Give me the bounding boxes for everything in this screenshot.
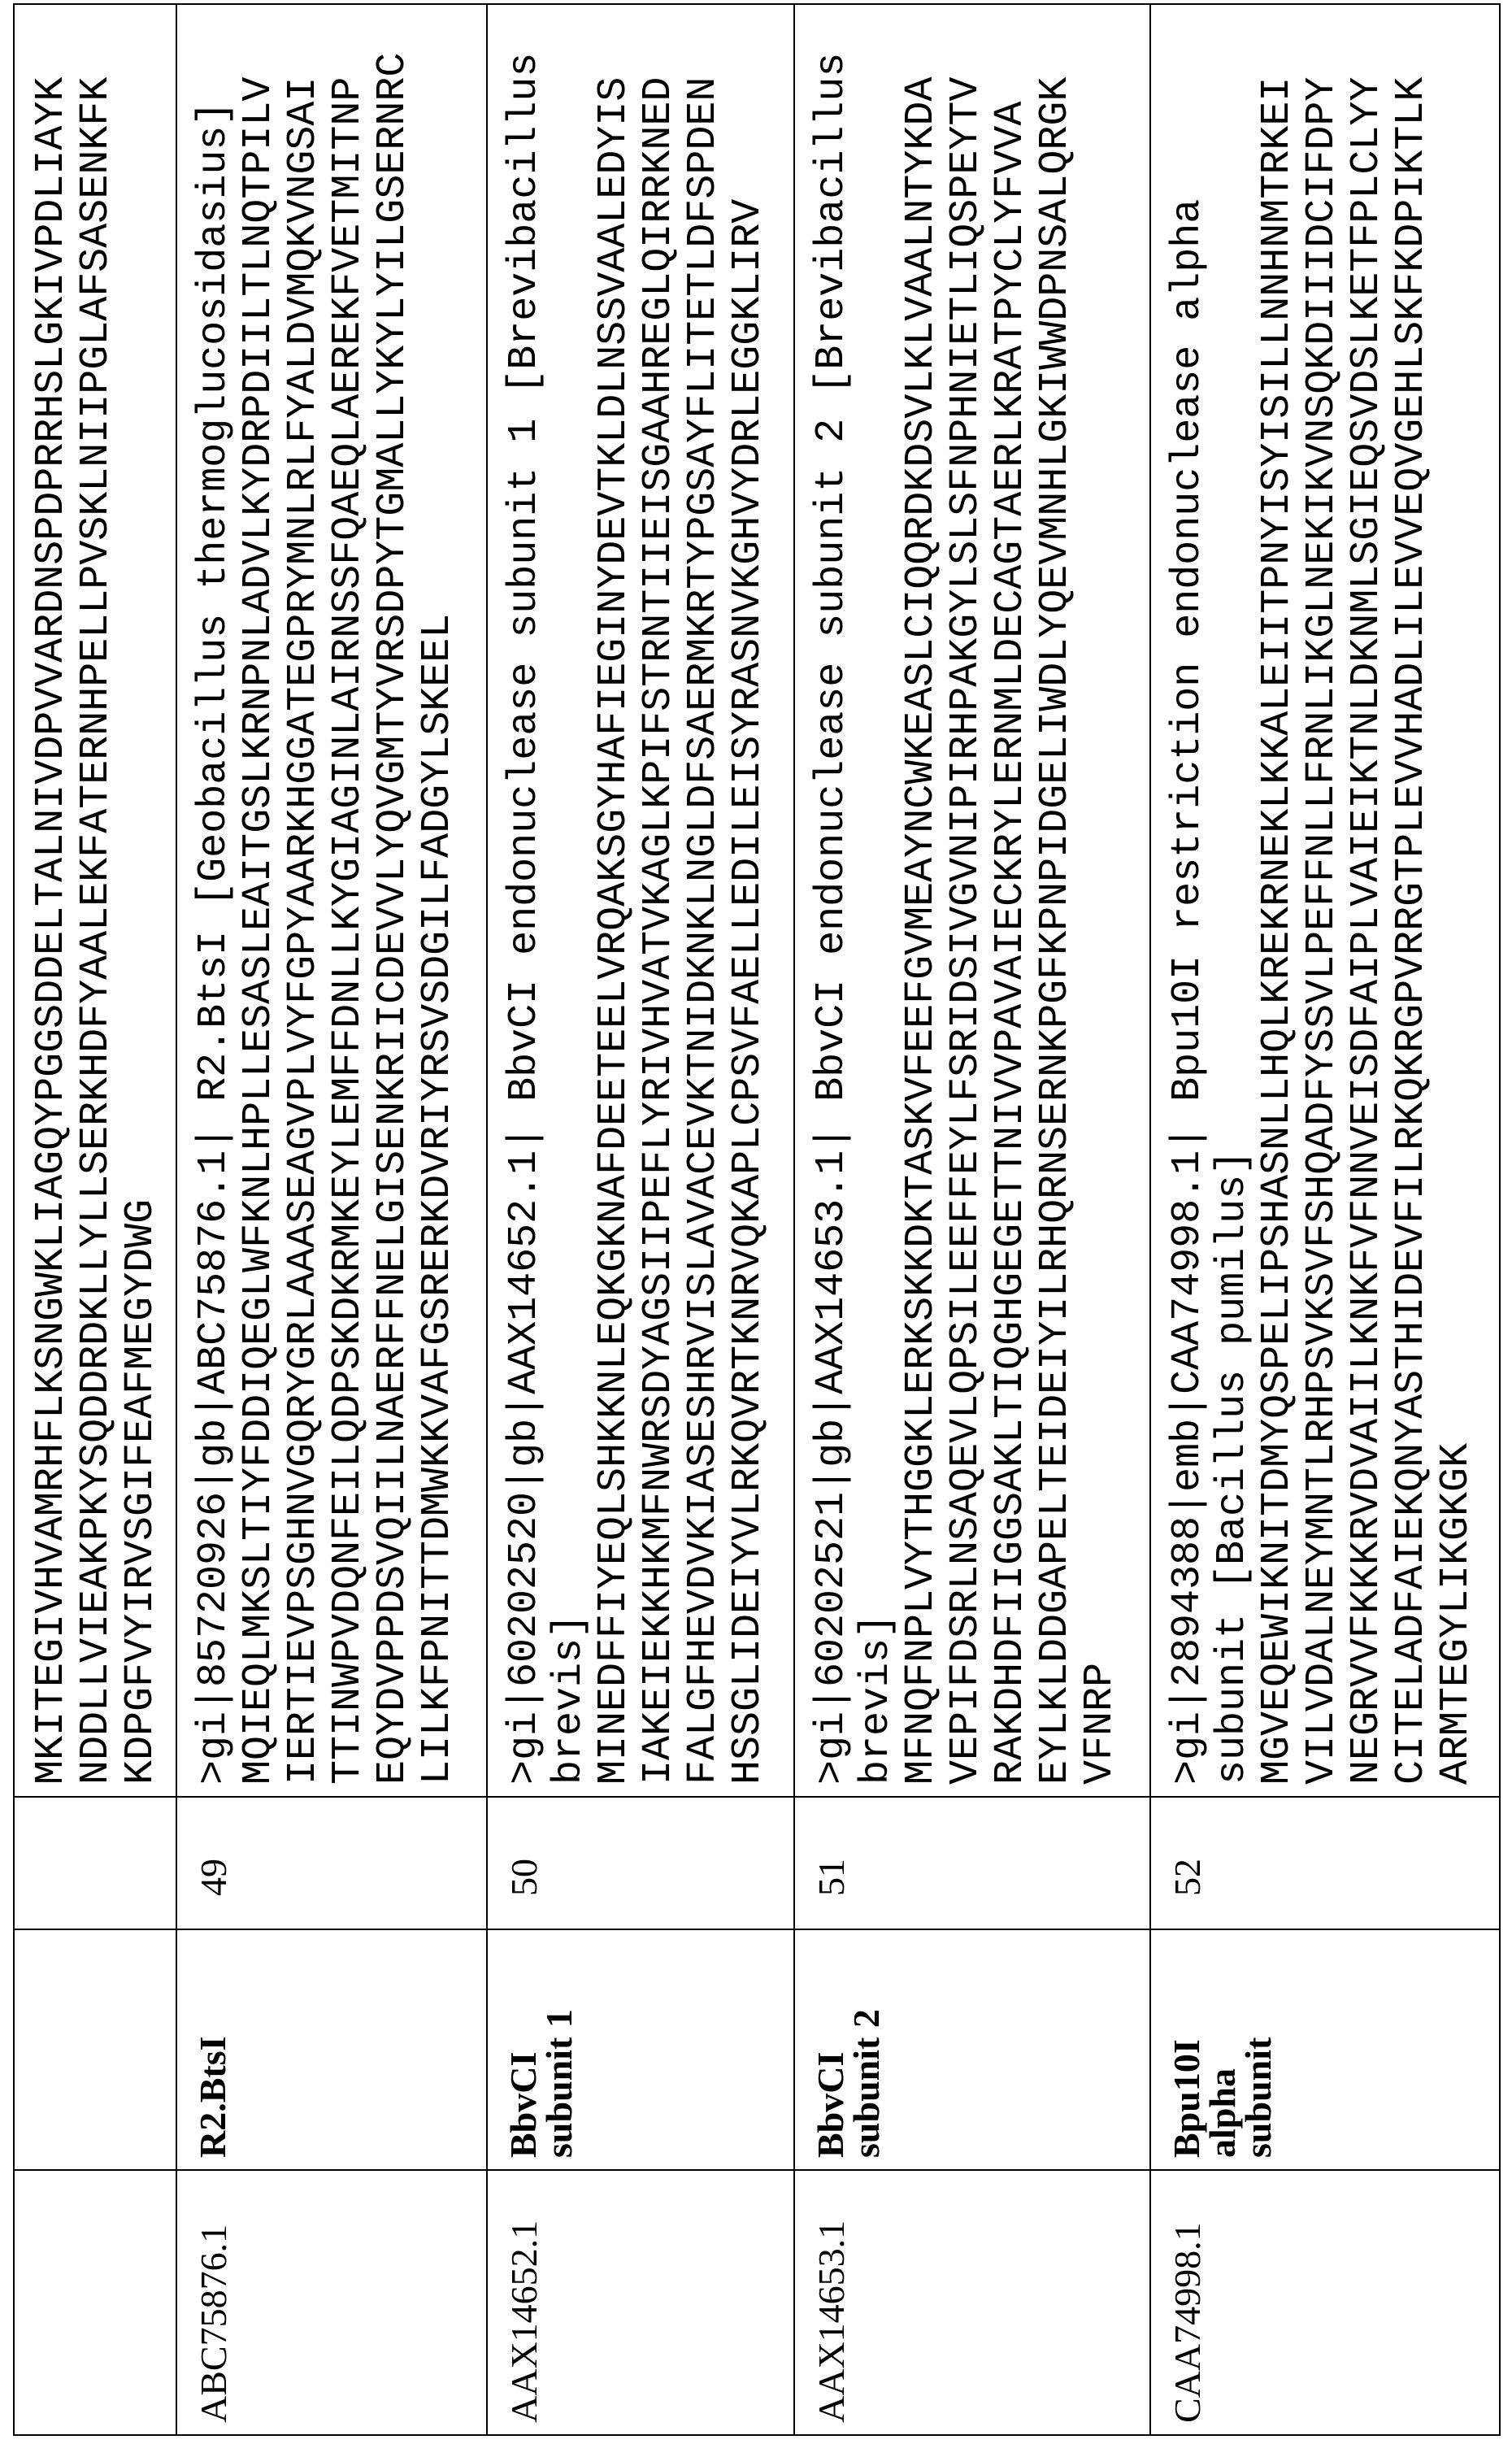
accession-cell (14, 2170, 176, 2435)
enzyme-name-cell (1150, 1929, 1500, 2170)
sequence-cell (1150, 4, 1500, 1797)
sequence-table-body (14, 4, 1500, 2435)
sequence-cell (14, 4, 176, 1797)
table-row (487, 4, 794, 2435)
enzyme-name-line: alpha (1205, 1930, 1240, 2158)
sequence-line: ARMTEGYLIKGKGK (1434, 5, 1479, 1785)
sequence-line: MGVEQEWIKNITDMYQSPELIPSHASNLLHQLKREKRNEKLKKALEIITPNYISYISILLNNHNMTRKEI (1255, 5, 1300, 1785)
sequence-line: brevis] (547, 5, 592, 1785)
accession-cell (176, 2170, 487, 2435)
seq-id-number: 50 (503, 1859, 545, 1896)
seq-id-cell (1150, 1797, 1500, 1929)
sequence-line: >gi|85720926|gb|ABC75876.1| R2.BtsI [Geobacillus thermoglucosidasius] (192, 5, 237, 1785)
seq-id-number: 49 (193, 1859, 234, 1896)
sequence-line: MQIEQLMKSLTIYFDDIQEGLWFKNLHPLLESASLEAITGSLKRNPNLADVLKYDRPDIILTLNQTPILV (237, 5, 281, 1785)
seq-id-cell (794, 1797, 1150, 1929)
accession-cell (794, 2170, 1150, 2435)
sequence-line: IAKEIEKKHKMFNWRSDYAGSIIPEFLYRIVHVATVKAGLKPIFSTRNTIIEISGAAHREGLQIRRKNED (637, 5, 681, 1785)
enzyme-name-cell (176, 1929, 487, 2170)
sequence-line: HSSGLIDEIYVLRKQVRTKNRVQKAPLCPSVFAELLEDILEISYRASNVKGHVYDRLEGGKLIRV (726, 5, 771, 1785)
accession-number: AAX14652.1 (503, 2220, 545, 2423)
accession-cell (1150, 2170, 1500, 2435)
sequence-table (13, 3, 1501, 2436)
sequence-line: VILVDALNEYMNTLRHPSVKSVFSHQADFYSSVLPEFFNLLFRNLIKGLNEKIKVNSQKDIIIDCIFDPY (1300, 5, 1345, 1785)
enzyme-name-line: BbvCI (813, 1930, 849, 2158)
sequence-cell (176, 4, 487, 1797)
sequence-line: brevis] (854, 5, 899, 1785)
sequence-line: VFNRP (1078, 5, 1123, 1785)
sequence-line: >gi|60202521|gb|AAX14653.1| BbvCI endonuclease subunit 2 [Brevibacillus (810, 5, 854, 1785)
enzyme-name-line: subunit (1240, 1930, 1276, 2158)
enzyme-name-cell (794, 1929, 1150, 2170)
seq-id-number: 51 (810, 1859, 852, 1896)
sequence-line: LILKFPNITTDMWKKVAFGSRERKDVRIYRSVSDGILFADGYLSKEEL (415, 5, 460, 1785)
enzyme-name-line: subunit 2 (849, 1930, 884, 2158)
enzyme-name-line: R2.BtsI (195, 1930, 231, 2158)
enzyme-name-line: BbvCI (506, 1930, 541, 2158)
accession-number: CAA74998.1 (1167, 2222, 1208, 2423)
table-row (794, 4, 1150, 2435)
seq-id-cell (14, 1797, 176, 1929)
table-row (14, 4, 176, 2435)
enzyme-name-cell (487, 1929, 794, 2170)
sequence-line: TTINWPVDQNFEILQDPSKDKRMKEYLEMFFDNLLKYGIAGINLAIRNSSFQAEQLAEREKFVETMITNP (326, 5, 371, 1785)
sequence-line: EYLKLDDGAPELTEIDEIYILRHQRNSERNKPGFKPNPIDGELIWDLYQEVMNHLGKIWWDPNSALQRGK (1033, 5, 1078, 1785)
seq-id-cell (487, 1797, 794, 1929)
sequence-line: CITELADFAIEKQNYASTHIDEVFILRKQKRGPVRRGTPLEVVHADLILEVVEQVGEHLSKFKDPIKTLK (1389, 5, 1434, 1785)
sequence-line: MINEDFFIYEQLSHKKNLEQKGKNAFDEETEELVRQAKSGYHAFIEGINYDEVTKLDLNSSVAALEDYIS (592, 5, 637, 1785)
enzyme-name-line: subunit 1 (541, 1930, 577, 2158)
sequence-line: KDPGFVYIRVSGIFEAFMEGYDWG (119, 5, 163, 1785)
sequence-line: NDDLLVIEAKPKYSQDDRDKLLYLLSERKHDFYAALEKFATERNHPELLPVSKLNIIPGLAFSASENKFK (74, 5, 119, 1785)
sequence-line: >gi|60202520|gb|AAX14652.1| BbvCI endonuclease subunit 1 [Brevibacillus (502, 5, 547, 1785)
sequence-line: MFNQFNPLVYTHGGKLERKSKKDKTASKVFEEFGVMEAYNCWKEASLCIQQRDKDSVLKLVAALNTYKDA (899, 5, 944, 1785)
sequence-line: VEPIFDSRLNSAQEVLQPSILEEFFEYLFSRIDSIVGVNIPIRHPAKGYLSLSFNPHNIETLIQSPEYTV (944, 5, 988, 1785)
sequence-cell (794, 4, 1150, 1797)
table-row (1150, 4, 1500, 2435)
sequence-line: EQYDVPPDSVQIILNAERFFNELGISENKRIICDEVVLYQVGMTYVRSDPYTGMALLYKYLYILGSERNRC (371, 5, 415, 1785)
sequence-line: >gi|2894388|emb|CAA74998.1| Bpu10I restriction endonuclease alpha (1166, 5, 1210, 1785)
sequence-line: FALGFHEVDVKIASESHRVISLAVACEVKTNIDKNKLNGLDFSAERMKRTYPGSAYFLITETLDFSPDEN (681, 5, 726, 1785)
sequence-line: MKITEGIVHVAMRHFLKSNGWKLIAGQYPGGSDDELTALNIVDPVVARDNSPDPRRHSLGKIVPDLIAYK (29, 5, 74, 1785)
accession-number: ABC75876.1 (193, 2224, 234, 2423)
sequence-line: RAKDHDFIIGGSAKLTIQGHGEGETTNIVVPAVAIECKRYLERNMLDECAGTAERLKRATPYCLYFVVA (988, 5, 1033, 1785)
sequence-line: subunit [Bacillus pumilus] (1210, 5, 1255, 1785)
sequence-cell (487, 4, 794, 1797)
sequence-line: IERTIEVPSGHNVGQRYGRLAAASEAGVPLVYFGPYAARKHGGATEGPRYMNLRLFYALDVMQKVNGSAI (281, 5, 326, 1785)
enzyme-name-cell (14, 1929, 176, 2170)
sequence-line: NEGRVVFKKKRVDVAIILKNKFVFNNVEISDFAIPLVAIEIKTNLDKNMLSGIEQSVDSLKETFPLCLYY (1345, 5, 1389, 1785)
seq-id-cell (176, 1797, 487, 1929)
seq-id-number: 52 (1167, 1859, 1208, 1896)
accession-cell (487, 2170, 794, 2435)
accession-number: AAX14653.1 (810, 2220, 852, 2423)
rotated-page (13, 5, 1501, 2436)
enzyme-name-line: Bpu10I (1169, 1930, 1205, 2158)
table-row (176, 4, 487, 2435)
